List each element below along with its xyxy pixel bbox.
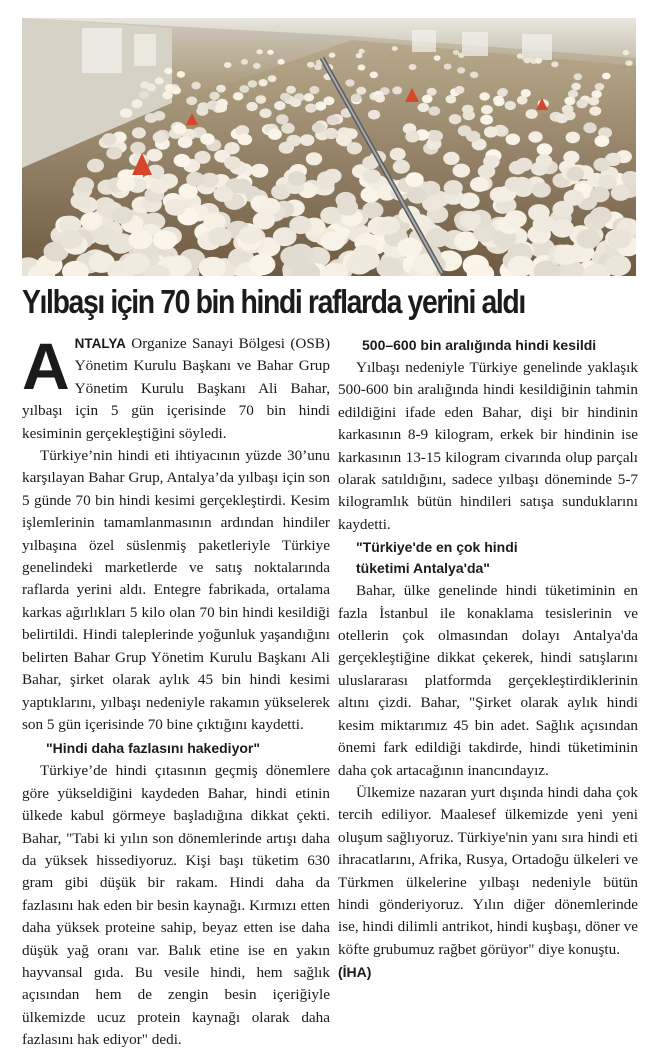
turkey-bird	[106, 147, 122, 160]
turkey-bird	[268, 129, 282, 140]
turkey-bird	[186, 172, 204, 187]
turkey-bird	[305, 104, 317, 113]
turkey-bird	[347, 142, 362, 154]
turkey-bird	[145, 113, 158, 123]
turkey-bird	[595, 83, 605, 91]
turkey-bird	[239, 226, 263, 245]
turkey-bird	[162, 91, 172, 99]
turkey-bird	[209, 92, 219, 100]
headline: Yılbaşı için 70 bin hindi raflarda yerini aldı	[22, 283, 525, 320]
turkey-bird	[590, 207, 612, 224]
turkey-bird	[336, 134, 351, 146]
turkey-bird	[274, 101, 285, 110]
dateline-city: NTALYA	[74, 336, 126, 351]
turkey-bird	[186, 96, 197, 105]
turkey-bird	[444, 64, 452, 70]
turkey-bird	[426, 228, 450, 247]
turkey-bird	[153, 132, 167, 144]
turkey-bird	[248, 80, 257, 87]
turkey-bird	[327, 115, 340, 125]
turkey-bird	[493, 96, 504, 105]
turkey-bird	[484, 126, 498, 137]
turkey-bird	[462, 105, 474, 114]
turkey-bird	[224, 62, 232, 68]
turkey-bird	[351, 94, 362, 103]
turkey-bird	[147, 149, 163, 162]
turkey-bird	[526, 109, 538, 119]
subheading-3	[338, 537, 638, 579]
turkey-bird	[405, 172, 423, 187]
turkey-bird	[563, 151, 579, 164]
turkey-bird	[375, 94, 386, 103]
turkey-bird	[480, 115, 493, 125]
dropcap: A	[22, 329, 70, 403]
turkey-bird	[605, 255, 632, 276]
article-column-right	[338, 333, 638, 985]
turkey-bird	[554, 245, 579, 265]
turkey-bird	[576, 229, 600, 248]
turkey-bird	[309, 86, 319, 94]
turkey-bird	[337, 199, 358, 216]
turkey-bird	[165, 199, 186, 216]
turkey-bird	[300, 134, 315, 146]
turkey-bird	[458, 53, 465, 58]
turkey-bird	[608, 229, 632, 248]
turkey-bird	[427, 88, 437, 96]
paragraph-2: Türkiye’nin hindi eti ihtiyacının yüzde 30’unu karşılayan Bahar Grup, Antalya’da yılbaşı için son 5 günde 70 bin hindi kesimi gerçekleştirdi. Kesim işlemlerinin tamamlanmasının ardından hindiler yılbaşına özel süslenmiş paketleriyle Türkiye genelindeki marketlerde ve satış noktalarında raflarda yerini aldı. Entegre fabrikada, ortalama karkas ağırlıkları 5 kilo olan 70 bin hindi kesildiği belirtildi. Hindi taleplerinde yoğunluk yaşandığını belirten Bahar Grup Yönetim Kurulu Başkanı Ali Bahar, şirket olarak aylık 45 bin hindi kesimi yaptıklarını, yılbaşı nedeniyle rakamın yükselerek son 5 gün içerisinde 70 bine çıktığını kaydetti.	[22, 447, 330, 733]
turkey-bird	[429, 130, 443, 141]
turkey-bird	[259, 198, 280, 215]
turkey-bird	[324, 128, 338, 139]
turkey-bird	[368, 110, 380, 120]
turkey-bird	[312, 122, 325, 133]
turkey-bird	[120, 108, 132, 118]
turkey-bird	[377, 216, 400, 234]
turkey-bird	[259, 108, 271, 118]
turkey-bird	[233, 92, 244, 100]
turkey-bird	[286, 86, 296, 94]
turkey-bird	[164, 68, 172, 74]
turkey-bird	[173, 124, 187, 135]
turkey-bird	[153, 231, 177, 250]
turkey-bird	[246, 102, 257, 111]
turkey-bird	[256, 49, 262, 54]
turkey-bird	[535, 58, 542, 64]
turkey-bird	[253, 63, 261, 69]
turkey-bird	[551, 219, 574, 237]
turkey-bird	[129, 230, 153, 249]
turkey-bird	[59, 230, 83, 249]
turkey-bird	[508, 256, 535, 276]
turkey-bird	[459, 211, 481, 229]
turkey-bird	[428, 106, 440, 116]
turkey-bird	[238, 134, 253, 146]
turkey-bird	[306, 152, 322, 165]
turkey-bird	[532, 182, 551, 197]
turkey-bird	[528, 131, 542, 142]
turkey-bird	[177, 71, 185, 78]
turkey-bird	[268, 75, 277, 82]
turkey-bird	[102, 133, 117, 145]
turkey-bird	[392, 86, 402, 94]
turkey-bird	[279, 142, 294, 154]
turkey-bird	[356, 87, 366, 95]
turkey-bird	[363, 169, 381, 183]
turkey-bird	[393, 160, 410, 174]
turkey-bird	[505, 101, 516, 110]
turkey-bird	[405, 131, 419, 142]
turkey-bird	[505, 210, 527, 228]
turkey-bird	[446, 95, 457, 104]
turkey-bird	[224, 142, 239, 154]
turkey-bird	[536, 154, 553, 167]
turkey-bird	[345, 79, 354, 86]
turkey-bird	[409, 64, 417, 70]
turkey-bird	[564, 97, 575, 106]
turkey-bird	[80, 212, 102, 230]
turkey-bird	[574, 73, 583, 80]
photo-illustration	[22, 18, 636, 276]
turkey-bird	[178, 136, 193, 148]
turkey-bird	[392, 46, 398, 51]
turkey-bird	[288, 171, 306, 186]
turkey-bird	[576, 99, 587, 108]
turkey-bird	[449, 114, 462, 124]
turkey-bird	[75, 177, 94, 192]
turkey-bird	[453, 164, 471, 178]
turkey-bird	[304, 93, 315, 101]
turkey-bird	[352, 245, 377, 265]
turkey-bird	[281, 123, 295, 134]
turkey-bird	[505, 177, 524, 192]
turkey-bird	[329, 53, 336, 58]
subheading-3-line1: "Türkiye'de en çok hindi	[356, 539, 518, 556]
turkey-bird	[191, 82, 201, 90]
turkey-bird	[117, 177, 136, 192]
turkey-bird	[259, 79, 268, 86]
lead-text: Organize Sanayi Bölgesi (OSB) Yönetim Kurulu Başkanı ve Bahar Grup Yönetim Kurulu Başkanı Ali Bahar, yılbaşı için 5 gün içerisinde 70 bin hindi kesiminin gerçekleştiğini söyledi.	[22, 335, 330, 442]
turkey-bird	[224, 156, 241, 169]
turkey-bird	[216, 85, 226, 93]
turkey-bird	[593, 158, 610, 172]
turkey-bird	[571, 83, 581, 91]
turkey-bird	[483, 155, 500, 168]
turkey-bird	[314, 64, 322, 70]
turkey-bird	[216, 103, 228, 112]
turkey-bird	[249, 254, 275, 275]
turkey-bird	[358, 64, 366, 70]
turkey-bird	[595, 135, 610, 147]
subheading-3-line2: tüketimi Antalya'da"	[356, 560, 490, 577]
turkey-bird	[517, 96, 528, 105]
turkey-bird	[276, 114, 289, 124]
turkey-bird	[588, 97, 599, 106]
turkey-bird	[453, 50, 459, 55]
turkey-bird	[623, 50, 629, 55]
turkey-bird	[370, 72, 378, 79]
turkey-bird	[524, 58, 531, 64]
turkey-bird	[171, 87, 181, 95]
turkey-bird	[443, 152, 459, 165]
turkey-bird	[390, 148, 406, 161]
article-column-left	[22, 329, 330, 1052]
turkey-bird	[174, 154, 191, 167]
turkey-bird	[324, 169, 342, 183]
turkey-bird	[87, 159, 104, 173]
turkey-bird	[583, 122, 596, 133]
lead-paragraph	[22, 329, 330, 445]
turkey-bird	[71, 193, 91, 209]
turkey-bird	[602, 73, 611, 80]
turkey-bird	[131, 99, 142, 108]
turkey-bird	[457, 67, 465, 73]
turkey-bird	[239, 85, 249, 93]
turkey-bird	[397, 238, 422, 258]
turkey-bird	[444, 180, 463, 195]
turkey-bird	[359, 49, 365, 54]
paragraph-5: Bahar, ülke genelinde hindi tüketiminin en fazla İstanbul ile konaklama tesislerinin ve otellerin çok olmasından dolayı Antalya'da gerçekleştiğine dikkat çekerek, hindi satışlarını uluslararası platformda gerçekleştirdiklerinin altını çizdi. Bahar, "Şirket olarak aylık hindi kesim miktarımız 45 bin adet. Sağlık açısından önemi fark edildiği takdirde, hindi tüketiminin daha çok artacağının inancındayız.	[338, 582, 638, 779]
turkey-bird	[481, 105, 493, 114]
turkey-bird	[130, 142, 145, 154]
turkey-bird	[139, 91, 149, 99]
turkey-bird	[111, 207, 133, 224]
turkey-bird	[255, 95, 266, 104]
turkey-bird	[625, 60, 632, 66]
turkey-bird	[509, 161, 526, 175]
turkey-bird	[566, 132, 580, 144]
turkey-bird	[267, 50, 273, 55]
turkey-bird	[566, 167, 584, 181]
turkey-bird	[422, 95, 433, 104]
turkey-bird	[307, 62, 315, 68]
turkey-bird	[251, 164, 269, 178]
turkey-bird	[590, 187, 610, 203]
turkey-bird	[470, 72, 478, 79]
turkey-bird	[479, 92, 490, 100]
turkey-farm-photo	[22, 18, 636, 276]
turkey-bird	[506, 134, 521, 146]
turkey-bird	[140, 81, 149, 89]
turkey-bird	[208, 227, 232, 246]
turkey-bird	[132, 127, 146, 138]
turkey-bird	[214, 186, 234, 202]
turkey-bird	[241, 59, 248, 65]
turkey-bird	[589, 106, 601, 116]
turkey-bird	[470, 177, 489, 192]
turkey-bird	[289, 216, 312, 234]
turkey-bird	[321, 232, 345, 251]
turkey-bird	[280, 93, 291, 101]
paragraph-4: Yılbaşı nedeniyle Türkiye genelinde yaklaşık 500-600 bin aralığında hindi kesildiğinin tahmin edildiğini ifade eden Bahar, dişi bir hindinin karkasının 8-9 kilogram, erkek bir hindinin ise karkasının 13-15 kilogram civarında olup parçalı olarak satıldığını, sadece yılbaşı döneminde 5-7 kilogramlık bütün hindileri satışa sunduklarını kaydetti.	[338, 359, 638, 533]
turkey-bird	[455, 86, 465, 94]
turkey-bird	[196, 106, 208, 116]
turkey-bird	[233, 179, 252, 194]
turkey-bird	[278, 59, 285, 65]
paragraph-6: Ülkemize nazaran yurt dışında hindi daha çok tercih ediliyor. Maalesef ülkemizde yeni yeni oluşum sağlıyoruz. Türkiye'nin yanı sıra hindi eti ihracatlarını, Afrika, Rusya, Ortadoğu ülkeleri ve Türkmen ülkelerine yılbaşı nedeniyle bütün hindi gönderiyoruz. Yılın diğer dönemlerinde ise, hindi dilimli antrikot, hindi kuşbaşı, döner ve köfte grubumuz rağbet görüyor" diye konuştu.	[338, 783, 638, 958]
turkey-bird	[200, 133, 215, 145]
turkey-bird	[466, 131, 480, 142]
turkey-bird	[537, 143, 553, 155]
subheading-2: 500–600 bin aralığında hindi kesildi	[362, 337, 597, 353]
turkey-bird	[552, 201, 573, 218]
turkey-bird	[150, 179, 169, 194]
turkey-bird	[155, 77, 164, 84]
turkey-bird	[551, 61, 558, 67]
paragraph-3: Türkiye’de hindi çıtasının geçmiş dönemlere göre yükseldiğini kaydeden Bahar, hindi etinin ülkede kabul görmeye başladığına dikkat çekti. Bahar, "Tabi ki yılın son dönemlerinde artışı daha da yüksek hissediyoruz. Kişi başı tüketim 630 gram gibi düşük bir rakam. Hindi daha da fazlasını hak eden bir besin kaynağı. Kırmızı etten daha yüksek proteine sahip, beyaz etten ise daha düşük yağ oranı var. Balık etine ise en yakın hayvansal gıda. Bu vesile hindi, hem sağlık açısından hem de zengin besin içeriğiyle ülkemizde ucuz protein kaynağı olarak daha fazlasını hak ediyor" dedi.	[22, 762, 330, 1049]
turkey-bird	[418, 103, 430, 112]
turkey-bird	[563, 111, 575, 121]
subheading-1: "Hindi daha fazlasını hakediyor"	[46, 740, 260, 757]
turkey-bird	[194, 151, 210, 164]
turkey-bird	[315, 101, 326, 110]
agency-credit: (İHA)	[338, 964, 372, 981]
turkey-bird	[517, 53, 524, 58]
turkey-bird	[434, 55, 441, 61]
